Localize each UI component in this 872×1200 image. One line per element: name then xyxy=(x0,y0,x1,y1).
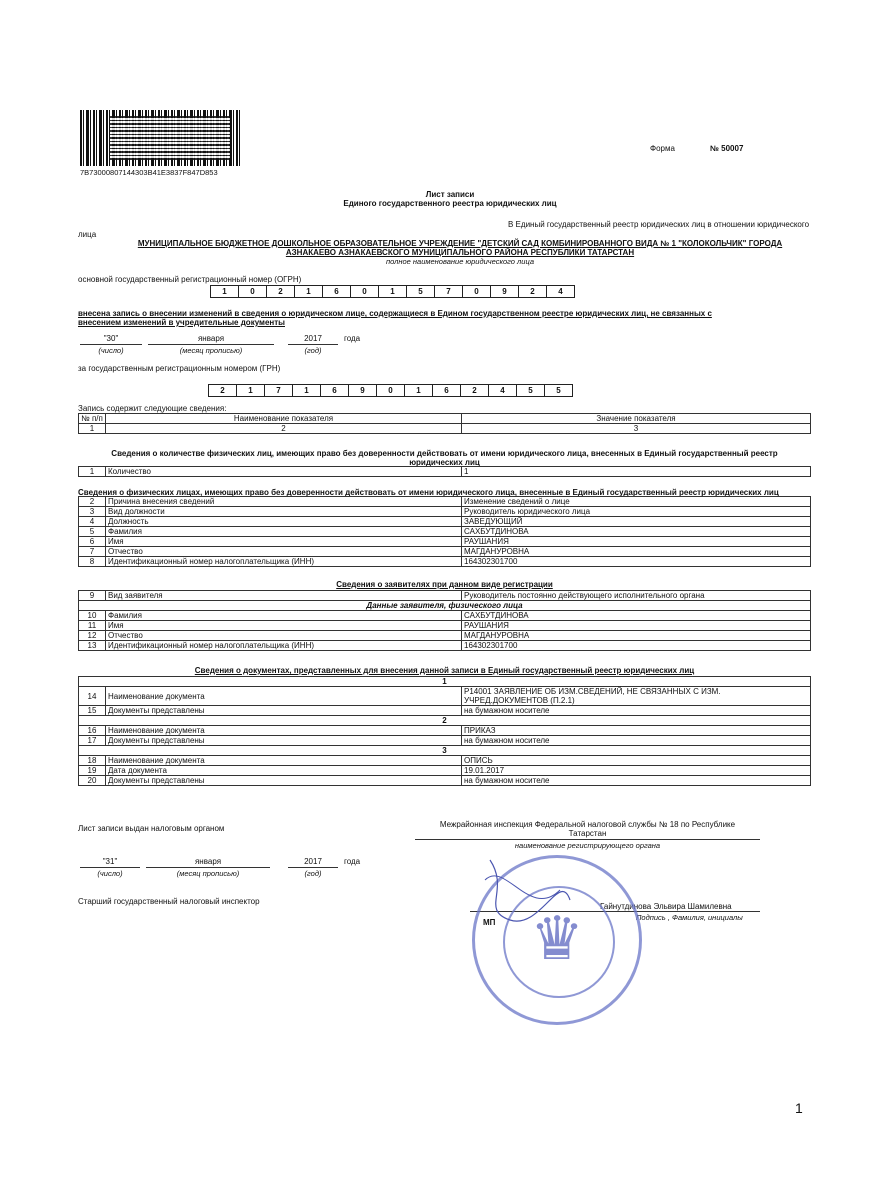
ogrn-digit: 2 xyxy=(518,285,547,298)
header-col-name: Наименование показателя xyxy=(106,414,462,424)
grn-digit: 1 xyxy=(236,384,265,397)
date2-month: января xyxy=(194,857,222,866)
ogrn-digit: 1 xyxy=(210,285,239,298)
table-row: 1 Количество 1 xyxy=(79,467,811,477)
section2-title: Сведения о физических лицах, имеющих право без доверенности действовать от имени юридического лица, внесенные в Единый государственный реестр юридических лиц xyxy=(78,488,779,497)
change-line1: внесена запись о внесении изменений в сведения о юридическом лице, содержащиеся в Едином государственном реестре юридических лиц, не связанных с xyxy=(78,309,712,318)
section3-title: Сведения о заявителях при данном виде регистрации xyxy=(336,580,553,589)
table-row: 2 Причина внесения сведений Изменение сведений о лице xyxy=(79,497,811,507)
table-row: 14 Наименование документа Р14001 ЗАЯВЛЕНИЕ ОБ ИЗМ.СВЕДЕНИЙ, НЕ СВЯЗАННЫХ С ИЗМ. УЧРЕД.ДОКУМЕНТОВ (П.2.1) xyxy=(79,687,811,706)
date1-day-caption: (число) xyxy=(98,346,124,355)
grn-digit: 2 xyxy=(460,384,489,397)
title-line2: Единого государственного реестра юридических лиц xyxy=(343,199,557,208)
ogrn-digits xyxy=(210,285,574,298)
header-col-value: Значение показателя xyxy=(462,414,811,424)
section4-title: Сведения о документах, представленных для внесения данной записи в Единый государственный реестр юридических лиц xyxy=(194,666,695,675)
table-row: 6 Имя РАУШАНИЯ xyxy=(79,537,811,547)
section1-table xyxy=(78,466,811,477)
table-row: 17 Документы представлены на бумажном носителе xyxy=(79,736,811,746)
grn-digit: 5 xyxy=(544,384,573,397)
ogrn-digit: 4 xyxy=(546,285,575,298)
title-line1: Лист записи xyxy=(425,190,475,199)
header-col-num: № п/п xyxy=(79,414,106,424)
grn-digit: 5 xyxy=(516,384,545,397)
ogrn-digit: 2 xyxy=(266,285,295,298)
page-number: 1 xyxy=(795,1100,803,1116)
ogrn-digit: 6 xyxy=(322,285,351,298)
barcode-text: 7B73000807144303B41E3837F847D853 xyxy=(80,168,218,177)
table-row: 7 Отчество МАГДАНУРОВНА xyxy=(79,547,811,557)
org-name-line1: МУНИЦИПАЛЬНОЕ БЮДЖЕТНОЕ ДОШКОЛЬНОЕ ОБРАЗОВАТЕЛЬНОЕ УЧРЕЖДЕНИЕ "ДЕТСКИЙ САД КОМБИНИРОВАННОГО ВИДА № 1 "КОЛОКОЛЬЧИК" ГОРОДА xyxy=(137,239,783,248)
ogrn-digit: 1 xyxy=(378,285,407,298)
date2-year: 2017 xyxy=(304,857,322,866)
table-row: 12 Отчество МАГДАНУРОВНА xyxy=(79,631,811,641)
group-number: 1 xyxy=(79,677,811,687)
table-row: 13 Идентификационный номер налогоплательщика (ИНН) 164302301700 xyxy=(79,641,811,651)
table-row: 8 Идентификационный номер налогоплательщика (ИНН) 164302301700 xyxy=(79,557,811,567)
ogrn-digit: 0 xyxy=(350,285,379,298)
date2-year-caption: (год) xyxy=(304,869,322,878)
table-row: 5 Фамилия САХБУТДИНОВА xyxy=(79,527,811,537)
grn-label: за государственным регистрационным номером (ГРН) xyxy=(78,364,281,373)
intro-right: В Единый государственный реестр юридических лиц в отношении юридического xyxy=(508,220,810,229)
group-number: 2 xyxy=(79,716,811,726)
date1-year-word: года xyxy=(344,334,361,343)
table-row: 10 Фамилия САХБУТДИНОВА xyxy=(79,611,811,621)
signature xyxy=(470,850,580,930)
grn-digit: 6 xyxy=(432,384,461,397)
ogrn-digit: 7 xyxy=(434,285,463,298)
grn-digit: 2 xyxy=(208,384,237,397)
inspector-caption: Подпись , Фамилия, инициалы xyxy=(636,913,743,922)
ogrn-digit: 0 xyxy=(238,285,267,298)
grn-digit: 0 xyxy=(376,384,405,397)
table-row: 19 Дата документа 19.01.2017 xyxy=(79,766,811,776)
table-row: 15 Документы представлены на бумажном носителе xyxy=(79,706,811,716)
inspector-name: Гайнутдинова Эльвира Шамилевна xyxy=(600,902,732,911)
form-label: Форма xyxy=(650,144,675,153)
authority-line1: Межрайонная инспекция Федеральной налоговой службы № 18 по Республике xyxy=(439,820,736,829)
ogrn-digit: 9 xyxy=(490,285,519,298)
section3-table xyxy=(78,590,811,651)
mp-label: МП xyxy=(483,918,496,927)
date1-month-caption: (месяц прописью) xyxy=(179,346,243,355)
record-intro: Запись содержит следующие сведения: xyxy=(78,404,227,413)
change-line2: внесением изменений в учредительные документы xyxy=(78,318,285,327)
grn-digit: 7 xyxy=(264,384,293,397)
table-row: 20 Документы представлены на бумажном носителе xyxy=(79,776,811,786)
org-name-line2: АЗНАКАЕВО АЗНАКАЕВСКОГО МУНИЦИПАЛЬНОГО РАЙОНА РЕСПУБЛИКИ ТАТАРСТАН xyxy=(285,248,635,257)
header-table: № п/п Наименование показателя Значение показателя 1 2 3 xyxy=(78,413,811,434)
issued-label: Лист записи выдан налоговым органом xyxy=(78,824,225,833)
grn-digit: 4 xyxy=(488,384,517,397)
table-row: 4 Должность ЗАВЕДУЮЩИЙ xyxy=(79,517,811,527)
table-row: 16 Наименование документа ПРИКАЗ xyxy=(79,726,811,736)
date1-day: "30" xyxy=(103,334,119,343)
form-number: № 50007 xyxy=(710,144,744,153)
grn-digits xyxy=(208,384,572,397)
table-row: 18 Наименование документа ОПИСЬ xyxy=(79,756,811,766)
section4-table xyxy=(78,676,811,786)
date2-day: "31" xyxy=(102,857,118,866)
grn-digit: 9 xyxy=(348,384,377,397)
ogrn-digit: 5 xyxy=(406,285,435,298)
section2-table xyxy=(78,496,811,567)
org-name-caption: полное наименование юридического лица xyxy=(385,257,534,266)
date2-month-caption: (месяц прописью) xyxy=(176,869,240,878)
table-row: 9 Вид заявителя Руководитель постоянно действующего исполнительного органа xyxy=(79,591,811,601)
inspector-label: Старший государственный налоговый инспектор xyxy=(78,897,260,906)
section1-title: Сведения о количестве физических лиц, имеющих право без доверенности действовать от имени юридического лица, внесенных в Единый государственный реестр xyxy=(111,449,778,458)
date2-day-caption: (число) xyxy=(97,869,123,878)
barcode xyxy=(80,110,240,166)
date1-year-caption: (год) xyxy=(304,346,322,355)
ogrn-digit: 1 xyxy=(294,285,323,298)
date1-month: января xyxy=(197,334,225,343)
group-number: 3 xyxy=(79,746,811,756)
section1-title2: юридических лиц xyxy=(409,458,480,467)
intro-left: лица xyxy=(78,230,97,239)
authority-caption: наименование регистрирующего органа xyxy=(514,841,661,850)
ogrn-digit: 0 xyxy=(462,285,491,298)
ogrn-label: основной государственный регистрационный номер (ОГРН) xyxy=(78,275,302,284)
section3-subtitle: Данные заявителя, физического лица xyxy=(79,601,811,611)
eagle-emblem-icon: ♛ xyxy=(530,905,584,972)
grn-digit: 6 xyxy=(320,384,349,397)
grn-digit: 1 xyxy=(292,384,321,397)
authority-line2: Татарстан xyxy=(568,829,607,838)
date1-year: 2017 xyxy=(304,334,322,343)
table-row: 3 Вид должности Руководитель юридического лица xyxy=(79,507,811,517)
table-row: 11 Имя РАУШАНИЯ xyxy=(79,621,811,631)
date2-year-word: года xyxy=(344,857,361,866)
grn-digit: 1 xyxy=(404,384,433,397)
